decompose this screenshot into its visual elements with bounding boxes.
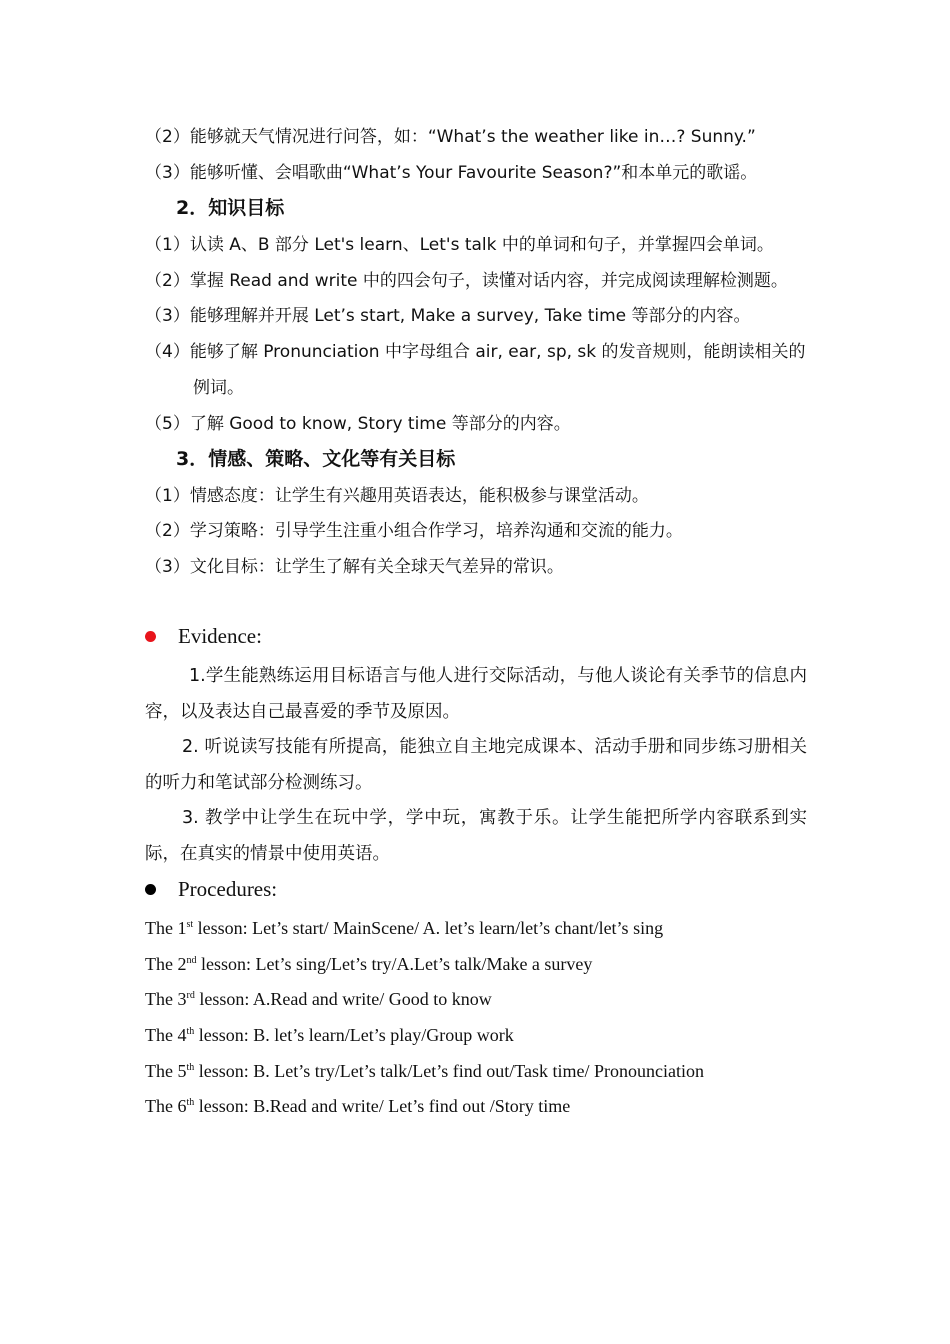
procedures-heading [145, 877, 277, 902]
lesson-5-ordinal: th [186, 1062, 195, 1073]
procedures-label: Procedures: [178, 877, 278, 901]
lesson-3-prefix: The 3 [145, 989, 187, 1009]
lesson-4-ordinal: th [186, 1026, 195, 1037]
evidence-heading [145, 624, 262, 649]
emotion-goal-item-1: （1）情感态度：让学生有兴趣用英语表达，能积极参与课堂活动。 [145, 486, 649, 506]
lesson-6-prefix: The 6 [145, 1096, 187, 1116]
evidence-paragraph-1: 1.学生能熟练运用目标语言与他人进行交际活动，与他人谈论有关季节的信息内容，以及表达自己最喜爱的季节及原因。 [145, 666, 807, 722]
lesson-3-ordinal: rd [186, 990, 195, 1001]
knowledge-goal-item-4-continued: 例词。 [193, 378, 244, 398]
lesson-3 [145, 987, 492, 1011]
red-bullet-icon [145, 631, 156, 642]
evidence-paragraph-2: 2. 听说读写技能有所提高，能独立自主地完成课本、活动手册和同步练习册相关的听力和笔试部分检测练习。 [145, 737, 807, 793]
lesson-5-text: lesson: B. Let’s try/Let’s talk/Let’s find out/Task time/ Pronounciation [194, 1061, 704, 1081]
lesson-3-text: lesson: A.Read and write/ Good to know [194, 989, 492, 1009]
lesson-1-ordinal: st [186, 919, 194, 930]
skill-goal-item-3: （3）能够听懂、会唱歌曲“What’s Your Favourite Season?”和本单元的歌谣。 [145, 163, 758, 183]
emotion-goal-item-3: （3）文化目标：让学生了解有关全球天气差异的常识。 [145, 557, 564, 577]
emotion-goals-heading: 3．情感、策略、文化等有关目标 [176, 448, 456, 470]
knowledge-goal-item-5: （5）了解 Good to know, Story time 等部分的内容。 [145, 414, 571, 434]
lesson-2-ordinal: nd [186, 955, 197, 966]
evidence-label: Evidence: [178, 624, 262, 648]
emotion-goal-item-2: （2）学习策略：引导学生注重小组合作学习，培养沟通和交流的能力。 [145, 521, 683, 541]
knowledge-goal-item-2: （2）掌握 Read and write 中的四会句子，读懂对话内容，并完成阅读理解检测题。 [145, 271, 788, 291]
lesson-2-prefix: The 2 [145, 954, 187, 974]
black-bullet-icon [145, 884, 156, 895]
knowledge-goal-item-4: （4）能够了解 Pronunciation 中字母组合 air, ear, sp, sk 的发音规则，能朗读相关的 [145, 342, 806, 362]
lesson-4-prefix: The 4 [145, 1025, 187, 1045]
skill-goal-item-2: （2）能够就天气情况进行问答，如：“What’s the weather like in…? Sunny.” [145, 127, 756, 147]
lesson-5 [145, 1059, 704, 1083]
lesson-6-text: lesson: B.Read and write/ Let’s find out /Story time [194, 1096, 571, 1116]
lesson-1-text: lesson: Let’s start/ MainScene/ A. let’s learn/let’s chant/let’s sing [193, 918, 664, 938]
lesson-6 [145, 1094, 570, 1118]
lesson-6-ordinal: th [186, 1097, 195, 1108]
knowledge-goals-heading: 2．知识目标 [176, 197, 285, 219]
lesson-2-text: lesson: Let’s sing/Let’s try/A.Let’s talk/Make a survey [196, 954, 593, 974]
knowledge-goal-item-1: （1）认读 A、B 部分 Let's learn、Let's talk 中的单词和句子，并掌握四会单词。 [145, 235, 774, 255]
knowledge-goal-item-3: （3）能够理解并开展 Let’s start, Make a survey, Take time 等部分的内容。 [145, 306, 751, 326]
lesson-5-prefix: The 5 [145, 1061, 187, 1081]
lesson-2 [145, 952, 592, 976]
lesson-1-prefix: The 1 [145, 918, 187, 938]
evidence-paragraph-3: 3. 教学中让学生在玩中学，学中玩，寓教于乐。让学生能把所学内容联系到实际，在真实的情景中使用英语。 [145, 808, 807, 864]
lesson-4-text: lesson: B. let’s learn/Let’s play/Group work [194, 1025, 514, 1045]
lesson-4 [145, 1023, 514, 1047]
lesson-1 [145, 916, 663, 940]
